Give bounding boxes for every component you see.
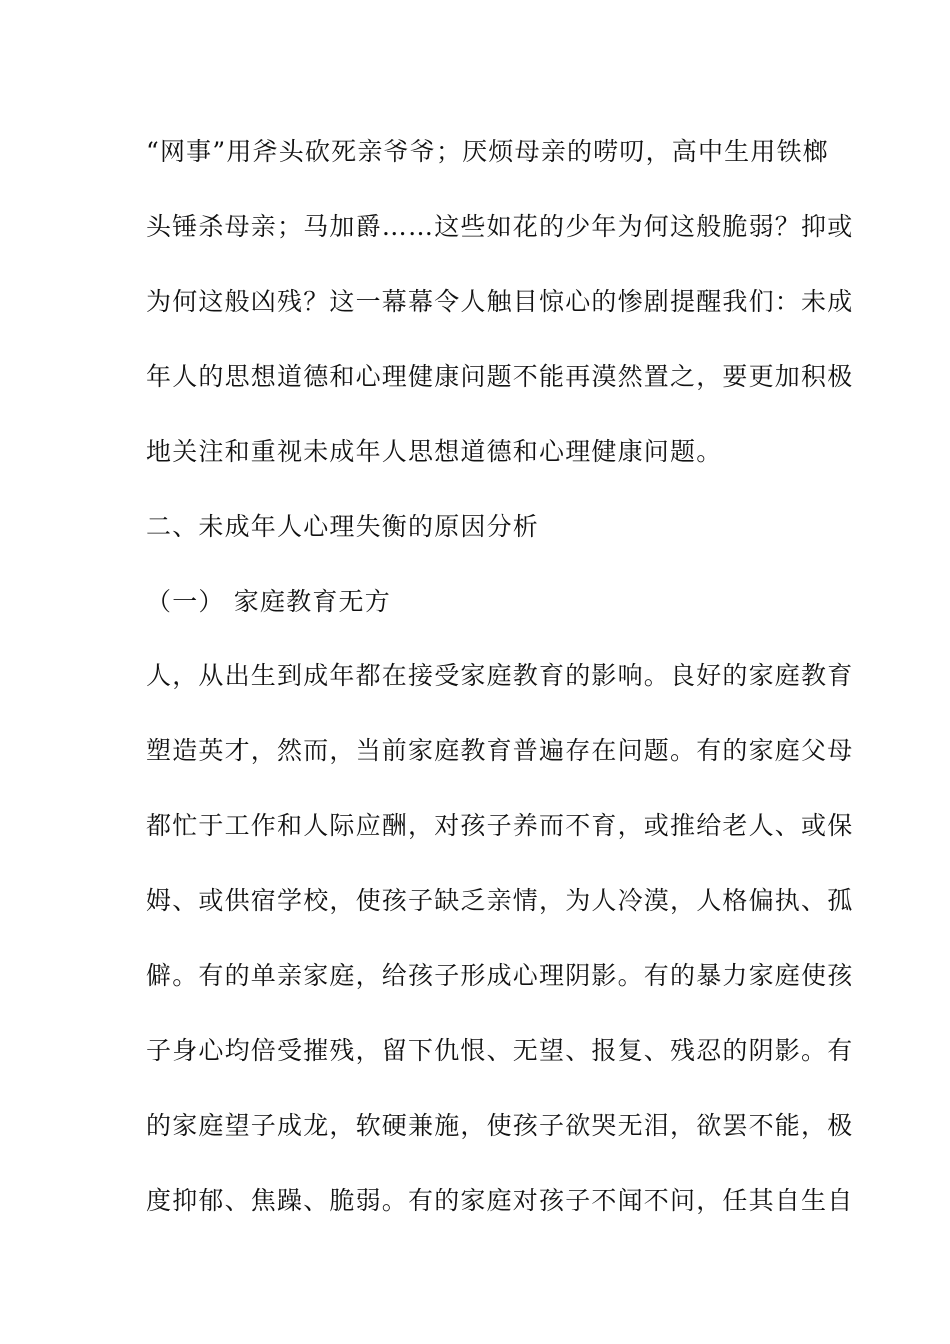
paragraph-line: 塑造英才，然而，当前家庭教育普遍存在问题。有的家庭父母 xyxy=(146,736,854,765)
paragraph-line: 为何这般凶残？这一幕幕令人触目惊心的惨剧提醒我们：未成 xyxy=(146,287,854,316)
section-heading: 二、未成年人心理失衡的原因分析 xyxy=(146,512,540,541)
paragraph-line: 姆、或供宿学校，使孩子缺乏亲情，为人冷漠，人格偏执、孤 xyxy=(146,886,854,915)
subsection-heading: （一） 家庭教育无方 xyxy=(146,587,391,616)
paragraph-line: 人，从出生到成年都在接受家庭教育的影响。良好的家庭教育 xyxy=(146,661,854,690)
paragraph-line: 的家庭望子成龙，软硬兼施，使孩子欲哭无泪，欲罢不能，极 xyxy=(146,1111,854,1140)
paragraph-line: 僻。有的单亲家庭，给孩子形成心理阴影。有的暴力家庭使孩 xyxy=(146,961,854,990)
paragraph-line: 地关注和重视未成年人思想道德和心理健康问题。 xyxy=(146,437,723,466)
paragraph-line: 子身心均倍受摧残，留下仇恨、无望、报复、残忍的阴影。有 xyxy=(146,1036,854,1065)
paragraph-line: 度抑郁、焦躁、脆弱。有的家庭对孩子不闻不问，任其自生自 xyxy=(146,1186,854,1215)
paragraph-line: 都忙于工作和人际应酬，对孩子养而不育，或推给老人、或保 xyxy=(146,811,854,840)
paragraph-line: “网事”用斧头砍死亲爷爷；厌烦母亲的唠叨，高中生用铁榔 xyxy=(146,137,829,166)
paragraph-line: 年人的思想道德和心理健康问题不能再漠然置之，要更加积极 xyxy=(146,362,854,391)
paragraph-line: 头锤杀母亲；马加爵……这些如花的少年为何这般脆弱？抑或 xyxy=(146,212,854,241)
